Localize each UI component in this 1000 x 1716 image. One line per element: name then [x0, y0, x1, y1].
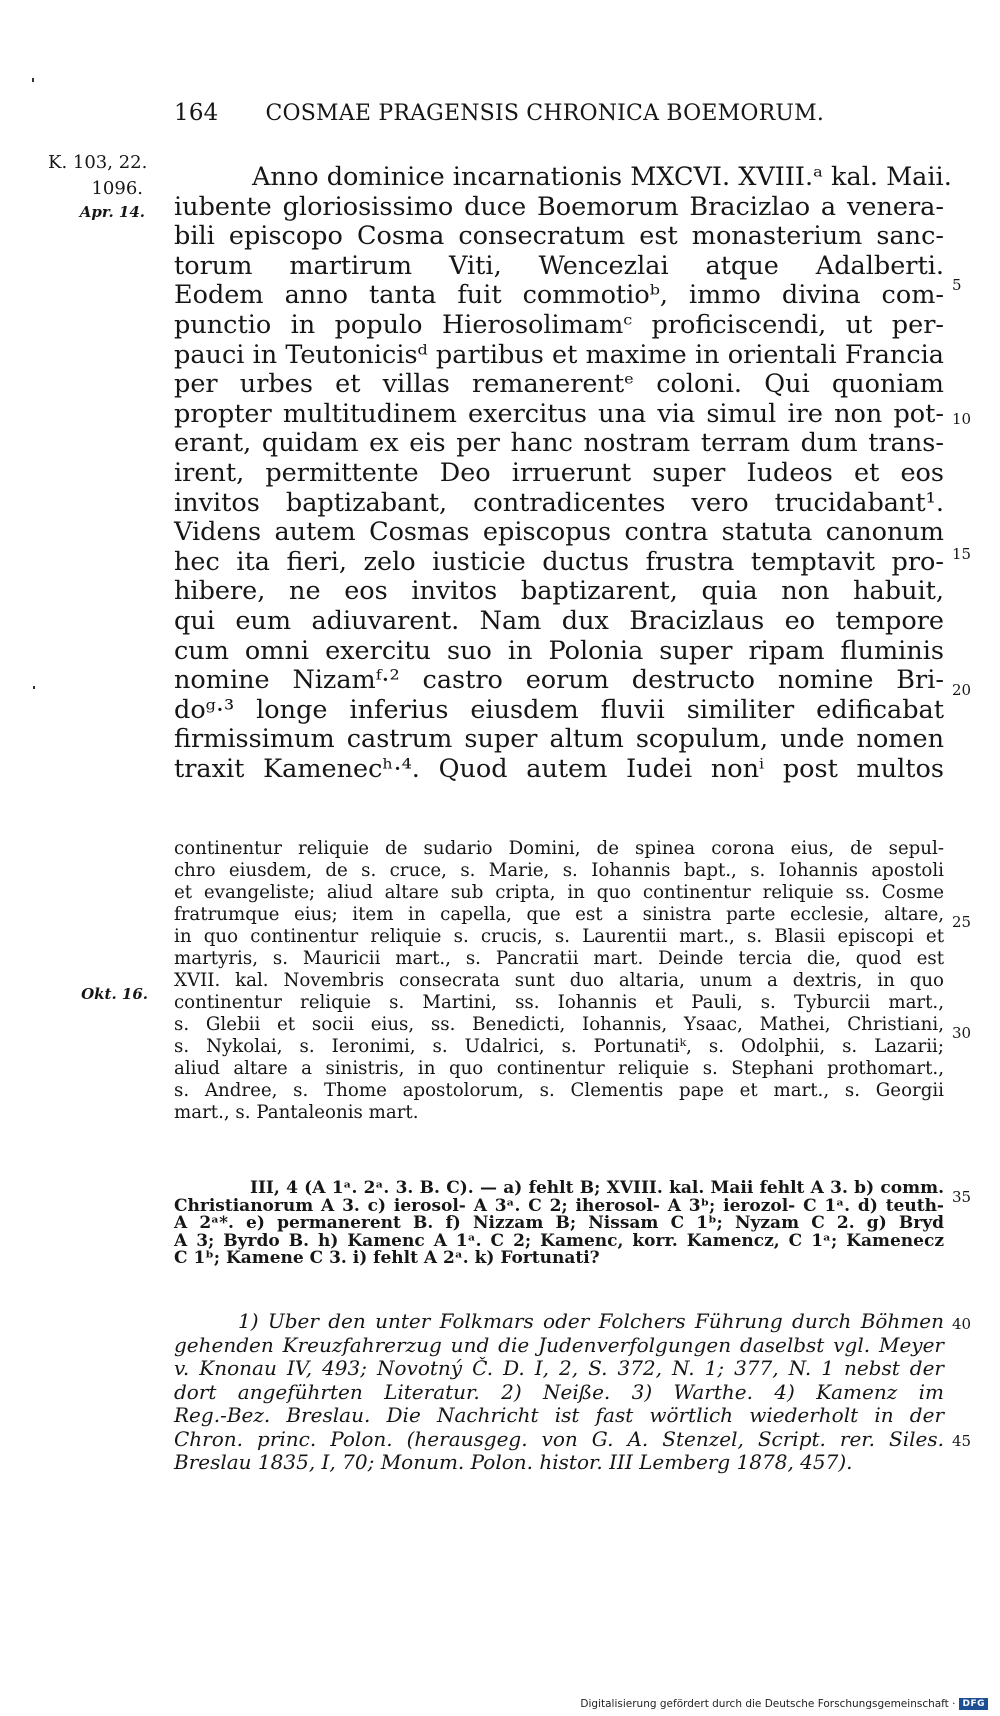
line-number: 30 [952, 1024, 972, 1042]
main-text [174, 162, 952, 784]
credit-text: Digitalisierung gefördert durch die Deutsche Forschungsgemeinschaft · [580, 1698, 956, 1710]
text-line: mart., s. Pantaleonis mart. [174, 1102, 419, 1123]
text-line: per urbes et villas remanerentᵉ coloni. Qui quoniam [174, 369, 944, 400]
scan-speck [33, 686, 35, 689]
apparatus-line: C 1ᵇ; Kamene C 3. i) fehlt A 2ᵃ. k) Fortunati? [174, 1248, 600, 1269]
text-line: Videns autem Cosmas episcopus contra statuta canonum [174, 517, 944, 548]
margin-date: Apr. 14. [79, 203, 145, 221]
text-line: firmissimum castrum super altum scopulum, unde nomen [174, 724, 944, 755]
text-line: bili episcopo Cosma consecratum est monasterium sanc- [174, 221, 944, 252]
margin-year: 1096. [91, 178, 143, 199]
footnote-line: Reg.-Bez. Breslau. Die Nachricht ist fast wörtlich wiederholt in der [174, 1403, 944, 1427]
text-line: Eodem anno tanta fuit commotioᵇ, immo divina com- [174, 280, 944, 311]
margin-date-okt: Okt. 16. [81, 985, 148, 1003]
running-title: COSMAE PRAGENSIS CHRONICA BOEMORUM. [265, 101, 825, 126]
line-number: 35 [952, 1188, 972, 1206]
text-line: XVII. kal. Novembris consecrata sunt duo altaria, unum a dextris, in quo [174, 970, 944, 991]
dfg-credit [580, 1698, 988, 1710]
line-number: 40 [952, 1315, 972, 1333]
page-header [174, 100, 934, 126]
footnotes [174, 1310, 944, 1475]
dfg-logo: DFG [959, 1698, 988, 1710]
text-line: nomine Nizamᶠ·² castro eorum destructo nomine Bri- [174, 665, 944, 696]
footnote-line: v. Knonau IV, 493; Novotný Č. D. I, 2, S. 372, N. 1; 377, N. 1 nebst der [174, 1356, 944, 1380]
text-line: punctio in populo Hierosolimamᶜ proficiscendi, ut per- [174, 309, 944, 340]
text-line: propter multitudinem exercitus una via simul ire non pot- [174, 398, 944, 429]
text-line: traxit Kamenecʰ·⁴. Quod autem Iudei nonⁱ post multos [174, 753, 944, 784]
text-line: irent, permittente Deo irruerunt super Iudeos et eos [174, 457, 944, 488]
text-line: martyris, s. Mauricii mart., s. Pancratii mart. Deinde tercia die, quod est [174, 948, 944, 969]
critical-apparatus [174, 1180, 944, 1268]
line-number: 10 [952, 410, 972, 428]
text-line: Anno dominice incarnationis MXCVI. XVIII.ᵃ kal. Maii. [252, 162, 952, 192]
footnote-line: gehenden Kreuzfahrerzug und die Judenverfolgungen daselbst vgl. Meyer [174, 1332, 944, 1357]
apparatus-line: A 3; Byrdo B. h) Kamenc A 1ᵃ. C 2; Kamenc, korr. Kamencz, C 1ᵃ; Kamenecz [174, 1230, 944, 1251]
line-number: 45 [952, 1432, 972, 1450]
text-line: s. Glebii et socii eius, ss. Benedicti, Iohannis, Ysaac, Mathei, Christiani, [174, 1014, 944, 1035]
text-line: et evangeliste; aliud altare sub cripta, in quo continentur reliquie ss. Cosme [174, 882, 944, 903]
text-line: continentur reliquie s. Martini, ss. Iohannis et Pauli, s. Tyburcii mart., [174, 992, 944, 1013]
text-line: aliud altare a sinistris, in quo continentur reliquie s. Stephani prothomart., [174, 1058, 944, 1079]
text-line: iubente gloriosissimo duce Boemorum Bracizlao a venera- [174, 191, 944, 222]
text-line: hec ita fieri, zelo iusticie ductus frustra temptavit pro- [174, 546, 944, 577]
footnote-line: Breslau 1835, I, 70; Monum. Polon. histor. III Lemberg 1878, 457). [174, 1450, 853, 1474]
apparatus-line: A 2ᵃ*. e) permanerent B. f) Nizzam B; Nissam C 1ᵇ; Nyzam C 2. g) Bryd [174, 1213, 944, 1234]
footnote-line: dort angeführten Literatur. 2) Neiße. 3) Warthe. 4) Kamenz im [174, 1379, 944, 1404]
line-number: 20 [952, 681, 972, 699]
apparatus-line: Christianorum A 3. c) ierosol- A 3ᵃ. C 2; iherosol- A 3ᵇ; ierozol- C 1ᵃ. d) teuth- [174, 1195, 944, 1216]
footnote-line: Chron. princ. Polon. (herausgeg. von G. A. Stenzel, Script. rer. Siles. [174, 1426, 944, 1451]
apparatus-line: III, 4 (A 1ᵃ. 2ᵃ. 3. B. C). — a) fehlt B; XVIII. kal. Maii fehlt A 3. b) comm. [250, 1178, 944, 1198]
margin-reference: K. 103, 22. [48, 152, 148, 173]
text-line: in quo continentur reliquie s. crucis, s. Laurentii mart., s. Blasii episcopi et [174, 926, 944, 947]
text-line: invitos baptizabant, contradicentes vero trucidabant¹. [174, 487, 944, 518]
text-line: cum omni exercitu suo in Polonia super ripam fluminis [174, 635, 944, 666]
line-number: 15 [952, 545, 972, 563]
text-line: s. Nykolai, s. Ieronimi, s. Udalrici, s. Portunatiᵏ, s. Odolphii, s. Lazarii; [174, 1036, 944, 1057]
line-number: 25 [952, 913, 972, 931]
text-line: pauci in Teutonicisᵈ partibus et maxime in orientali Francia [174, 339, 944, 370]
text-line: chro eiusdem, de s. cruce, s. Marie, s. Iohannis bapt., s. Iohannis apostoli [174, 860, 944, 881]
text-line: qui eum adiuvarent. Nam dux Bracizlaus eo tempore [174, 605, 944, 636]
text-line: s. Andree, s. Thome apostolorum, s. Clementis pape et mart., s. Georgii [174, 1080, 944, 1101]
page-number: 164 [174, 100, 219, 126]
text-line: hibere, ne eos invitos baptizarent, quia non habuit, [174, 576, 944, 607]
text-line: continentur reliquie de sudario Domini, de spinea corona eius, de sepul- [174, 838, 944, 859]
text-line: fratrumque eius; item in capella, que est a sinistra parte ecclesie, altare, [174, 904, 944, 925]
text-line: doᵍ·³ longe inferius eiusdem fluvii similiter edificabat [174, 694, 944, 725]
footnote-line: 1) Uber den unter Folkmars oder Folchers Führung durch Böhmen [238, 1309, 944, 1333]
text-line: torum martirum Viti, Wencezlai atque Adalberti. [174, 250, 944, 281]
text-line: erant, quidam ex eis per hanc nostram terram dum trans- [174, 428, 944, 459]
line-number: 5 [952, 276, 962, 294]
continuation-text [174, 838, 944, 1124]
scan-speck [32, 78, 34, 82]
